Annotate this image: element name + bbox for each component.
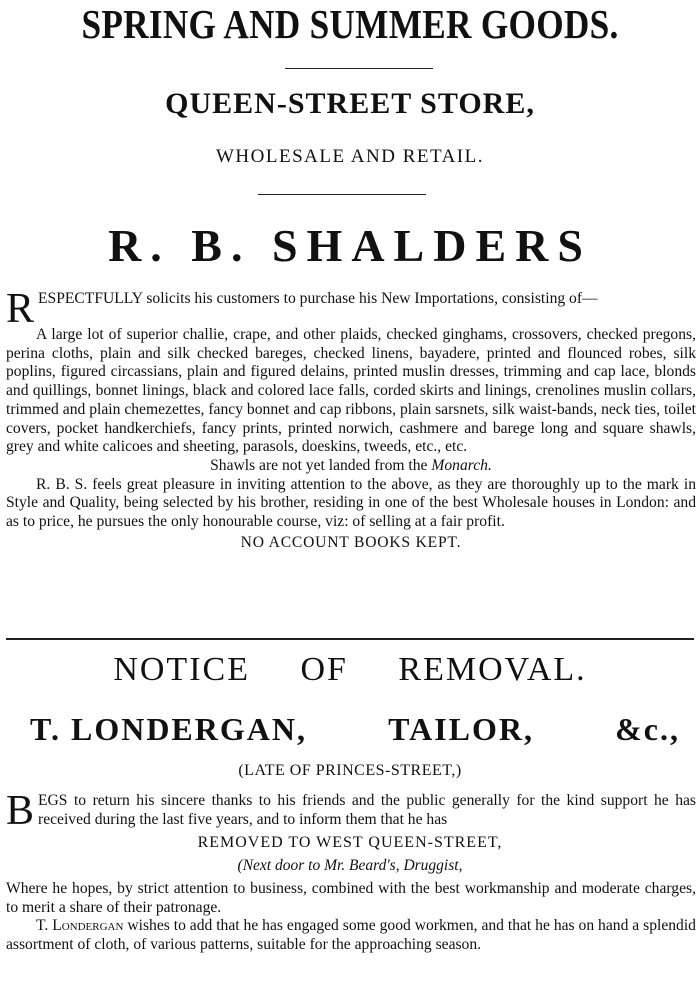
drop-cap: B xyxy=(6,788,35,834)
ship-name: Monarch. xyxy=(431,456,492,474)
advert-body xyxy=(6,286,696,552)
tailor-trade: TAILOR, xyxy=(388,711,534,747)
no-account-notice: NO ACCOUNT BOOKS KEPT. xyxy=(240,533,462,551)
closing-text xyxy=(6,880,696,955)
patronage-paragraph: Where he hopes, by strict attention to business, combined with the best workmanship and moderate charges, to merit a share of their patronage. xyxy=(6,880,696,916)
tailor-name-inline: T. Londergan xyxy=(36,917,124,935)
drop-cap: R xyxy=(6,286,35,332)
goods-list: A large lot of superior challie, crape, and other plaids, checked ginghams, crossovers, checked pregons, perina cloths, plain and silk checked bareges, checked linens, bayadere, printed and flounced robes, silk poplins, figured circassians, plain and figured delains, printed muslin dresses, trimming and cap lace, blonds and quillings, bonnet linings, black and colored lace falls, corded skirts and linings, crenolines muslin collars, trimmed and plain chemezettes, fancy bonnet and cap ribbons, plain sarsnets, silk waist-bands, neck ties, toilet covers, pocket handkerchiefs, fancy prints, printed norwich, cashmere and barege long and square shawls, grey and white calicoes and sheeting, parasols, doeskins, tweeds, etc., etc. xyxy=(6,326,696,456)
divider-short xyxy=(285,68,433,69)
pleasure-paragraph: R. B. S. feels great pleasure in inviting attention to the above, as they are thoroughly up to the mark in Style and Quality, being selected by his brother, residing in one of the best Wholesale houses in London: and as to price, he pursues the only honourable course, viz: of selling at a fair profit. xyxy=(6,475,696,531)
intro-text: ESPECTFULLY solicits his customers to purchase his New Importations, consisting of— xyxy=(38,290,598,307)
advert-headline: SPRING AND SUMMER GOODS. xyxy=(81,1,619,47)
shawls-note xyxy=(6,457,696,476)
workmen-text: wishes to add that he has engaged some good workmen, and that he has on hand a splendid assortment of cloth, of various patterns, suitable for the approaching season. xyxy=(6,917,696,954)
shawls-text: Shawls are not yet landed from the xyxy=(210,456,432,474)
thanks-text: EGS to return his sincere thanks to his friends and the public generally for the kind support he has received during the last five years, and to inform them that he has xyxy=(38,792,696,828)
next-door-note: (Next door to Mr. Beard's, Druggist, xyxy=(237,857,463,874)
tailor-heading xyxy=(30,710,680,748)
thanks-paragraph xyxy=(6,788,696,834)
tailor-name: T. LONDERGAN, xyxy=(30,711,307,747)
tailor-etc: &c., xyxy=(615,711,680,747)
proprietor-name: R. B. SHALDERS xyxy=(108,220,592,271)
store-name: QUEEN-STREET STORE, xyxy=(165,87,535,120)
new-address: REMOVED TO WEST QUEEN-STREET, xyxy=(197,834,503,851)
notice-title: NOTICE OF REMOVAL. xyxy=(113,651,587,688)
intro-paragraph xyxy=(6,286,696,332)
workmen-paragraph xyxy=(6,917,696,954)
store-subtitle: WHOLESALE AND RETAIL. xyxy=(216,146,484,167)
section-divider xyxy=(6,638,694,640)
divider-short xyxy=(258,194,426,195)
previous-address: (LATE OF PRINCES-STREET,) xyxy=(238,762,462,779)
